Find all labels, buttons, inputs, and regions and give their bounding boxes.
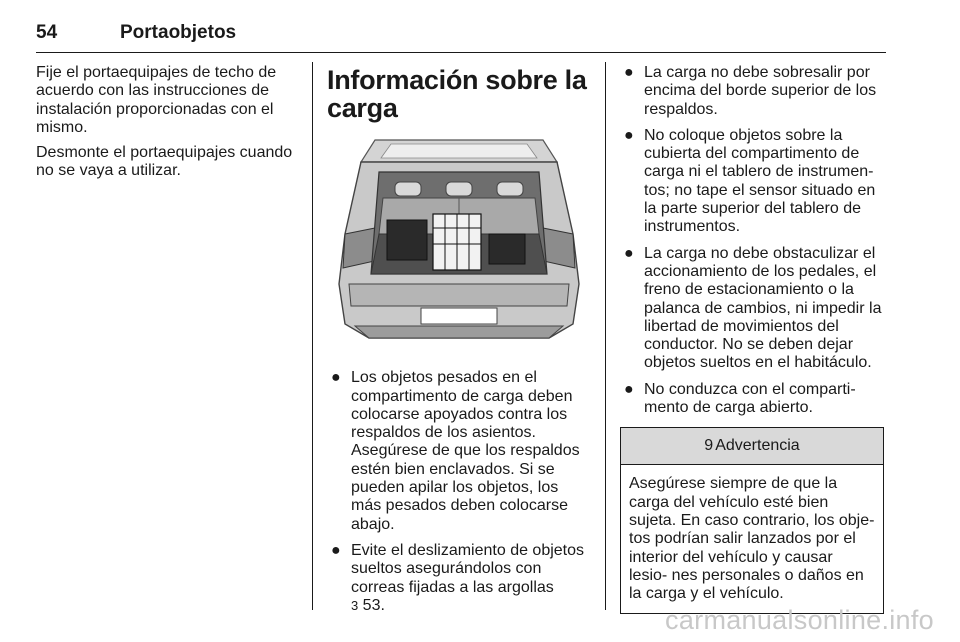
warning-title: Advertencia <box>715 437 800 455</box>
bullet-text: No coloque objetos sobre la cubierta del compartimento de carga ni el tablero de instrumen- tos; no tape el sensor situado en la parte superior del tablero de instrumentos. <box>644 126 876 236</box>
bullet-text: La carga no debe sobresalir por encima del borde superior de los respaldos. <box>644 64 877 118</box>
watermark: carmanualsonline.info <box>665 605 934 635</box>
bullet-load-height <box>620 64 888 119</box>
bullet-pedals-clear <box>620 245 888 373</box>
bullet-text: No conduzca con el comparti- mento de carga abierto. <box>644 380 856 417</box>
cross-reference-page[interactable]: 53. <box>358 596 385 614</box>
cross-reference-icon[interactable]: 3 <box>351 597 359 613</box>
bullet-marker: ● <box>331 541 341 559</box>
warning-icon: 9 <box>704 437 714 455</box>
warning-text: Asegúrese siempre de que la carga del vehículo esté bien sujeta. En caso contrario, los obje- tos podrían salir lanzados por el interior del vehículo y causar lesio- nes personales o daños en la carga y el vehículo. <box>629 475 875 603</box>
column-3 <box>620 64 888 614</box>
bullet-trunk-closed <box>620 381 888 418</box>
paragraph-roof-rack-install: Fije el portaequipajes de techo de acuerdo con las instrucciones de instalación proporcionadas con el mismo. <box>36 64 277 136</box>
page-header <box>36 22 886 53</box>
column-1 <box>36 64 298 188</box>
bullet-marker: ● <box>331 369 341 387</box>
paragraph-roof-rack-remove: Desmonte el portaequipajes cuando no se vaya a utilizar. <box>36 144 293 180</box>
warning-header <box>621 428 883 465</box>
column-divider-2 <box>605 62 606 610</box>
bullet-text: Los objetos pesados en el compartimento de carga deben colocarse apoyados contra los respaldos de los asientos. Asegúrese de que los respaldos estén bien enclavados. Si se pueden apilar los objetos, los más pesados deben colocarse abajo. <box>351 369 580 533</box>
bullet-text: La carga no debe obstaculizar el accionamiento de los pedales, el freno de estacionamiento o la palanca de cambios, ni impedir la libertad de movimientos del conductor. No se deben dejar objetos sueltos en el habitáculo. <box>644 244 882 372</box>
page-title: Portaobjetos <box>120 22 237 43</box>
bullet-secure-objects <box>327 542 591 615</box>
section-heading: Información sobre la carga <box>327 65 587 123</box>
car-trunk-load-illustration <box>335 134 583 348</box>
bullet-marker: ● <box>624 244 634 262</box>
bullet-marker: ● <box>624 380 634 398</box>
bullet-no-objects-on-cover <box>620 127 888 237</box>
page-number: 54 <box>36 22 58 43</box>
bullet-marker: ● <box>624 126 634 144</box>
bullet-text: Evite el deslizamiento de objetos sueltos asegurándolos con correas fijadas a las argollas <box>351 541 585 596</box>
bullet-heavy-objects <box>327 369 591 534</box>
bullet-marker: ● <box>624 64 634 81</box>
column-2 <box>327 64 591 623</box>
column-divider-1 <box>312 62 313 610</box>
warning-box <box>620 427 884 614</box>
